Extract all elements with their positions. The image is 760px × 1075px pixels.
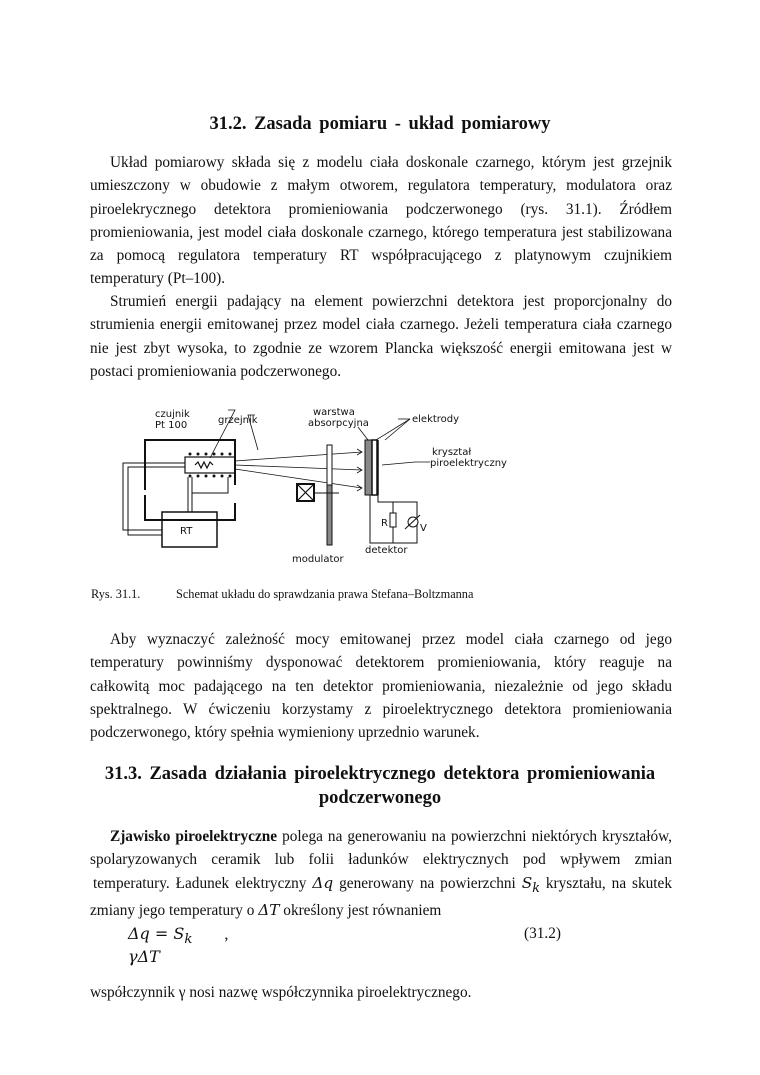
text-line xyxy=(90,872,672,895)
text-line: podczerwonego, który spełnia wymieniony uprzednio warunek. xyxy=(90,724,480,742)
text-line: Strumień energii padający na element powierzchni detektora jest proporcjonalny do xyxy=(110,293,672,310)
paragraph-measurement-setup xyxy=(90,151,672,291)
paragraph-coefficient xyxy=(90,981,672,1004)
text-line: piroelekrycznego detektora promieniowania podczerwonego (rys. 31.1). Źródłem xyxy=(90,200,672,218)
text-fragment: temperatury. Ładunek elektryczny xyxy=(93,874,313,892)
term-pyroelectric-effect: Zjawisko piroelektryczne xyxy=(110,828,278,845)
symbol-gamma: γ xyxy=(178,984,186,1001)
label-czujnik: czujnik xyxy=(155,409,190,420)
symbol-delta-t: ΔT xyxy=(258,900,280,919)
label-absorpcyjna: absorpcyjna xyxy=(308,418,369,429)
equation-comma: , xyxy=(224,926,229,943)
equation-number: (31.2) xyxy=(524,925,561,942)
text-fragment: współczynnik xyxy=(90,984,179,1001)
text-line: temperatury (Pt–100). xyxy=(90,270,226,288)
text-line: za pomocą regulatora temperatury RT współpracującego z platynowym czujnikiem xyxy=(90,247,672,265)
paragraph-detector-requirement xyxy=(90,628,672,744)
text-line xyxy=(90,825,672,848)
equation-subscript: k xyxy=(184,932,193,948)
heading-line: 31.3. Zasada działania piroelektrycznego detektora promieniowania xyxy=(104,764,656,784)
symbol-subscript-k: k xyxy=(532,880,540,896)
label-modulator: modulator xyxy=(292,554,344,565)
label-piroelektryczny: piroelektryczny xyxy=(430,458,507,469)
symbol-s: S xyxy=(521,873,533,892)
text-line: strumienia energii emitowanej przez model ciała czarnego. Jeżeli temperatura ciała czarnego xyxy=(90,316,672,334)
equation-31-2 xyxy=(128,924,228,947)
section-heading-31-3 xyxy=(90,762,670,810)
heading-line: podczerwonego xyxy=(318,788,442,808)
text-fragment: określony jest równaniem xyxy=(279,901,442,919)
text-line: Aby wyznaczyć zależność mocy emitowanej przez model ciała czarnego od jego xyxy=(110,631,672,648)
text-line: temperatury powinniśmy dysponować detektorem promieniowania, który reaguje na xyxy=(90,654,672,672)
label-pt100: Pt 100 xyxy=(155,420,188,431)
text-fragment: generowany na powierzchni xyxy=(333,874,522,892)
equation-gamma-delta-t: γΔT xyxy=(128,947,160,966)
label-grzejnik: grzejnik xyxy=(218,415,258,426)
text-fragment: zmiany jego temperatury o xyxy=(90,901,259,919)
equation-main: Δq = S xyxy=(128,924,185,943)
wiring xyxy=(123,463,228,535)
label-r: R xyxy=(381,518,388,529)
symbol-delta-q: Δq xyxy=(312,873,334,892)
rt-controller xyxy=(162,512,217,547)
equation-lhs xyxy=(128,924,193,948)
caption-text: Schemat układu do sprawdzania prawa Stefana–Boltzmanna xyxy=(176,587,474,601)
label-krysztal: kryształ xyxy=(432,447,472,458)
text-fragment: polega na generowaniu na powierzchni niektórych kryształów, xyxy=(277,828,672,845)
text-fragment: kryształu, na skutek xyxy=(539,874,672,892)
label-v: V xyxy=(420,523,427,534)
figure-31-1-schematic xyxy=(100,395,520,575)
text-line: nie jest zbyt wysoka, to zgodnie ze wzorem Plancka większość energii emitowana jest w xyxy=(90,339,672,357)
text-line: postaci promieniowania podczerwonego. xyxy=(90,362,342,380)
paragraph-energy-flux xyxy=(90,290,672,383)
text-line: umieszczony w obudowie z małym otworem, regulatora temperatury, modulatora oraz xyxy=(90,177,672,195)
text-line: Układ pomiarowy składa się z modelu ciała doskonale czarnego, którym jest grzejnik xyxy=(110,154,672,171)
caption-number: Rys. 31.1. xyxy=(91,587,141,601)
label-rt: RT xyxy=(180,526,193,537)
modulator-disc xyxy=(297,445,339,545)
section-heading-31-2: 31.2. Zasada pomiaru - układ pomiarowy xyxy=(209,114,551,134)
text-line: promieniowania, jest model ciała doskonale czarnego, którego temperatura jest stabilizowana xyxy=(90,223,672,241)
label-elektrody: elektrody xyxy=(412,414,460,425)
label-warstwa: warstwa xyxy=(313,407,355,418)
blackbody-housing xyxy=(145,440,235,520)
detector-crystal xyxy=(365,440,378,495)
text-line: spolaryzowanych ceramik lub folii ładunków elektrycznych pod wpływem zmian xyxy=(90,851,672,869)
equation-second-line xyxy=(128,947,160,966)
text-fragment: nosi nazwę współczynnika piroelektrycznego. xyxy=(185,984,472,1001)
heater-element xyxy=(185,453,235,478)
paragraph-pyroelectric-effect xyxy=(90,825,672,922)
text-line xyxy=(90,899,672,922)
figure-caption xyxy=(91,587,473,602)
text-line: spektralnego. W ćwiczeniu korzystamy z piroelektrycznego detektora promieniowania xyxy=(90,700,672,718)
detector-circuit xyxy=(370,495,420,543)
text-line: całkowitą moc padającego na ten detektor promieniowania, niezależnie od jego składu xyxy=(90,677,672,695)
label-detektor: detektor xyxy=(365,545,408,556)
